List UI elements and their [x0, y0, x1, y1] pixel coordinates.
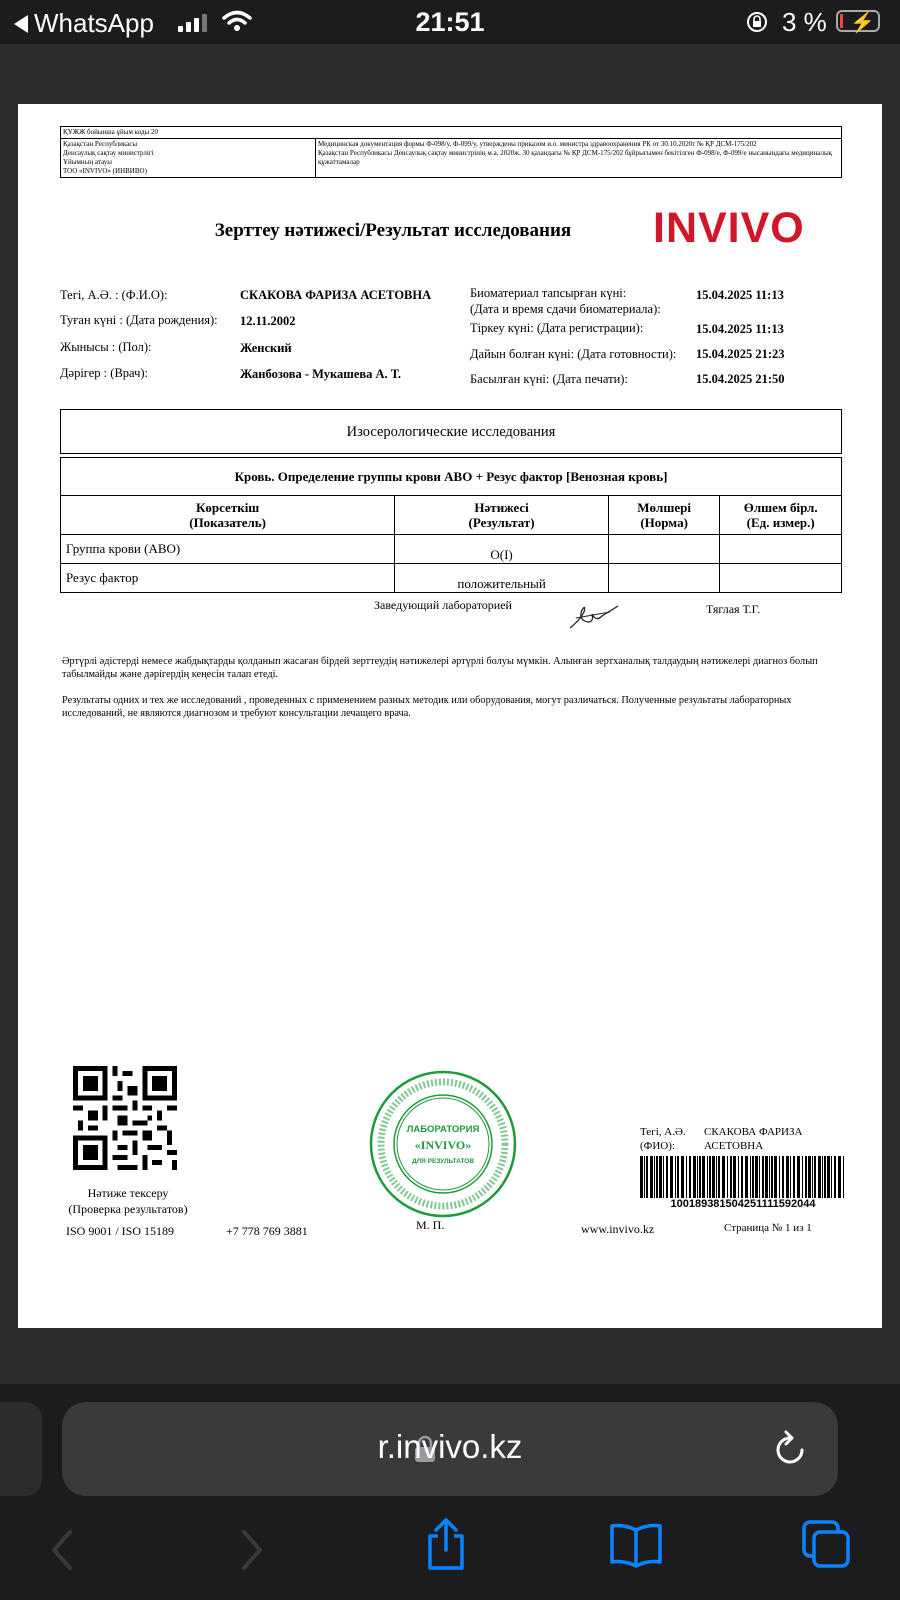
row-unit [720, 564, 842, 593]
document-viewer[interactable] [0, 44, 900, 1384]
barcode-bar [762, 1156, 764, 1198]
doctor-label: Дәрігер : (Врач): [60, 366, 149, 380]
column-header [608, 496, 719, 535]
barcode-bar [722, 1156, 725, 1198]
barcode-bar [812, 1156, 813, 1198]
back-icon[interactable] [48, 1528, 76, 1572]
sex-label: Жынысы : (Пол): [60, 340, 152, 354]
table-header-row [61, 496, 842, 535]
battery-icon [836, 10, 880, 32]
barcode-bar [730, 1156, 732, 1198]
mp-text: М. П. [416, 1218, 445, 1232]
barcode-bar [733, 1156, 736, 1198]
org-code: ҚҰЖЖ бойынша ұйым коды 20 [61, 127, 842, 139]
barcode-bar [738, 1156, 739, 1198]
barcode-bar [771, 1156, 773, 1198]
column-header-ru: (Результат) [468, 515, 535, 530]
barcode-bar [675, 1156, 676, 1198]
barcode-bar [697, 1156, 698, 1198]
note-ru: Результаты одних и тех же исследований , проведенных с применением разных методик или оборудования, могут различаться. Полученные результаты лабораторных исследований, не являются диагнозом и требуют консультации лечащего врача. [62, 695, 792, 719]
note-kz: Әртүрлі әдістерді немесе жабдықтарды қолданып жасаған бірдей зерттеудің нәтижелері әртүрлі болуы мүмкін. Алынған зертханалық талдаудың нәтижелері диагноз болып табылмайды және дәрігердің кеңесін талап етеді. [62, 656, 818, 680]
sex-value: Женский [240, 341, 292, 355]
status-bar [0, 0, 900, 44]
barcode-bar [774, 1156, 777, 1198]
row-name: Резус фактор [61, 564, 395, 593]
barcode-bar [824, 1156, 826, 1198]
barcode-bar [827, 1156, 830, 1198]
stamp-line-1: ЛАБОРАТОРИЯ [406, 1124, 480, 1135]
table-row [61, 535, 842, 564]
barcode-bar [793, 1156, 795, 1198]
print-date-label: Басылған күні: (Дата печати): [470, 372, 628, 386]
barcode-bar [745, 1156, 748, 1198]
registration-date-label: Тіркеу күні: (Дата регистрации): [470, 321, 644, 335]
barcode-bar [654, 1156, 655, 1198]
share-icon[interactable] [424, 1516, 468, 1572]
qr-code-icon[interactable] [73, 1066, 177, 1170]
barcode-label-ru: (ФИО): [640, 1140, 675, 1152]
barcode-bar [765, 1156, 768, 1198]
header-left-block [61, 139, 316, 178]
barcode-icon [638, 1156, 848, 1198]
battery-percent: 3 % [782, 7, 827, 37]
column-header-kz: Өлшем бірл. [743, 500, 818, 515]
stamp-line-2: «INVIVO» [414, 1138, 472, 1152]
head-of-lab-name: Тяглая Т.Г. [706, 602, 761, 616]
row-result: положительный [395, 564, 609, 593]
test-title: Кровь. Определение группы крови АВО + Резус фактор [Венозная кровь] [60, 457, 842, 496]
row-norm [608, 564, 719, 593]
biomaterial-date-label: Биоматериал тапсырған күні: [470, 286, 627, 300]
column-header-ru: (Норма) [640, 515, 688, 530]
barcode-bar [838, 1156, 841, 1198]
barcode-bar [681, 1156, 684, 1198]
row-unit [720, 535, 842, 564]
barcode-bar [818, 1156, 821, 1198]
iso-text: ISO 9001 / ISO 15189 [66, 1224, 175, 1238]
ready-date-label: Дайын болған күні: (Дата готовности): [470, 347, 677, 361]
barcode-bar [843, 1156, 844, 1198]
barcode-bar [670, 1156, 673, 1198]
header-table [60, 126, 842, 178]
header-left-line: Ұйымның атауы [63, 158, 112, 166]
row-norm [608, 535, 719, 564]
row-name: Группа крови (АВО) [61, 535, 395, 564]
clock: 21:51 [415, 7, 485, 37]
invivo-logo: INVIVO [653, 204, 805, 252]
column-header-kz: Нәтижесі [474, 500, 529, 515]
address-bar[interactable] [62, 1402, 838, 1496]
header-right-line: Медицинская документация формы Ф-098/у, Ф-099/у, утверждены приказом и.о. министра здравоохранения РК от 30.10.2020г № ҚР ДСМ-175/202 [318, 140, 757, 148]
barcode-bar [646, 1156, 648, 1198]
barcode-number: 100189381504251111592044 [670, 1198, 816, 1210]
barcode-bar [677, 1156, 679, 1198]
barcode-bar [699, 1156, 701, 1198]
barcode-bar [741, 1156, 743, 1198]
barcode-name-2: АСЕТОВНА [704, 1140, 764, 1152]
barcode-bar [814, 1156, 816, 1198]
section-title: Изосерологические исследования [60, 409, 842, 454]
ready-date-value: 15.04.2025 21:23 [696, 347, 785, 361]
header-left-line: Денсаулық сақтау министрлігі [63, 149, 154, 157]
barcode-bar [712, 1156, 715, 1198]
barcode-bar [786, 1156, 789, 1198]
bookmarks-icon[interactable] [608, 1522, 664, 1568]
qr-label-kz: Нәтиже тексеру [87, 1186, 169, 1200]
barcode-bar [707, 1156, 708, 1198]
barcode-bar [750, 1156, 751, 1198]
biomaterial-date-label-ru: (Дата и время сдачи биоматериала): [470, 302, 661, 316]
barcode-bar [693, 1156, 696, 1198]
header-left-line: ТОО «INVIVO» (ИНВИВО) [63, 167, 147, 175]
barcode-bar [686, 1156, 687, 1198]
birth-date-value: 12.11.2002 [240, 314, 296, 328]
barcode-bar [822, 1156, 823, 1198]
browser-bar [0, 1384, 900, 1600]
header-left-line: Қазақстан Республикасы [63, 140, 138, 148]
stamp-line-3: ДЛЯ РЕЗУЛЬТАТОВ [411, 1158, 475, 1165]
signature-icon [566, 598, 622, 632]
barcode-bar [718, 1156, 720, 1198]
url-text: r.invivo.kz [377, 1428, 523, 1465]
forward-icon[interactable] [238, 1528, 266, 1572]
barcode-bar [727, 1156, 728, 1198]
phone-text: +7 778 769 3881 [226, 1224, 308, 1238]
barcode-bar [805, 1156, 807, 1198]
header-right-line: Қазақстан Республикасы Денсаулық сақтау министрінің м.а. 2020ж. 30 қазандағы № ҚР ДСМ-175/202 бұйрығымен бекітілген Ф-098/е, Ф-099/е нысанындағы медициналық құжаттамалар [318, 149, 833, 166]
column-header [395, 496, 609, 535]
barcode-bar [650, 1156, 653, 1198]
column-header [61, 496, 395, 535]
column-header-ru: (Ед. измер.) [746, 515, 815, 530]
barcode-bar [640, 1156, 643, 1198]
column-header-ru: (Показатель) [189, 515, 267, 530]
barcode-bar [689, 1156, 691, 1198]
barcode-bar [797, 1156, 800, 1198]
row-result: O(I) [395, 535, 609, 564]
barcode-bar [802, 1156, 803, 1198]
column-header-kz: Мөлшері [637, 500, 691, 515]
birth-date-label: Туған күні : (Дата рождения): [60, 313, 218, 327]
tabs-icon[interactable] [800, 1518, 852, 1570]
barcode-bar [779, 1156, 780, 1198]
document-title: Зерттеу нәтижесі/Результат исследования [214, 220, 572, 241]
barcode-bar [755, 1156, 758, 1198]
registration-date-value: 15.04.2025 11:13 [696, 322, 784, 336]
barcode-bar [769, 1156, 770, 1198]
column-header [720, 496, 842, 535]
back-app-label: WhatsApp [34, 8, 154, 38]
results-table [60, 495, 842, 593]
website-text: www.invivo.kz [581, 1222, 655, 1236]
barcode-bar [782, 1156, 784, 1198]
barcode-bar [834, 1156, 836, 1198]
column-header-kz: Көрсеткіш [195, 500, 260, 515]
rotation-lock-icon [746, 11, 768, 33]
barcode-bar [644, 1156, 645, 1198]
doctor-value: Жанбозова - Мукашева А. Т. [240, 367, 401, 381]
qr-label-ru: (Проверка результатов) [68, 1202, 188, 1216]
barcode-label: Тегі, А.Ә. [640, 1126, 686, 1138]
barcode-bar [659, 1156, 662, 1198]
header-right-block [316, 139, 842, 178]
print-date-value: 15.04.2025 21:50 [696, 372, 785, 386]
barcode-bar [709, 1156, 711, 1198]
lab-result-document [18, 104, 882, 1328]
biomaterial-date-value: 15.04.2025 11:13 [696, 288, 784, 302]
reload-icon[interactable] [772, 1430, 808, 1468]
barcode-bar [666, 1156, 668, 1198]
barcode-bar [790, 1156, 791, 1198]
barcode-bar [716, 1156, 717, 1198]
charging-bolt-icon: ⚡ [850, 12, 875, 34]
lab-stamp-icon [368, 1069, 518, 1219]
previous-tab-preview[interactable] [0, 1402, 42, 1496]
barcode-bar [702, 1156, 705, 1198]
barcode-bar [759, 1156, 760, 1198]
table-row [61, 564, 842, 593]
patient-name-value: СКАКОВА ФАРИЗА АСЕТОВНА [240, 288, 432, 302]
patient-name-label: Тегі, А.Ә. : (Ф.И.О): [60, 288, 168, 302]
barcode-bar [663, 1156, 664, 1198]
barcode-bar [656, 1156, 658, 1198]
barcode-bar [831, 1156, 832, 1198]
barcode-bar [808, 1156, 811, 1198]
barcode-bar [752, 1156, 754, 1198]
page-number: Страница № 1 из 1 [724, 1222, 812, 1234]
barcode-name: СКАКОВА ФАРИЗА [704, 1126, 803, 1138]
head-of-lab-label: Заведующий лабораторией [374, 598, 512, 612]
